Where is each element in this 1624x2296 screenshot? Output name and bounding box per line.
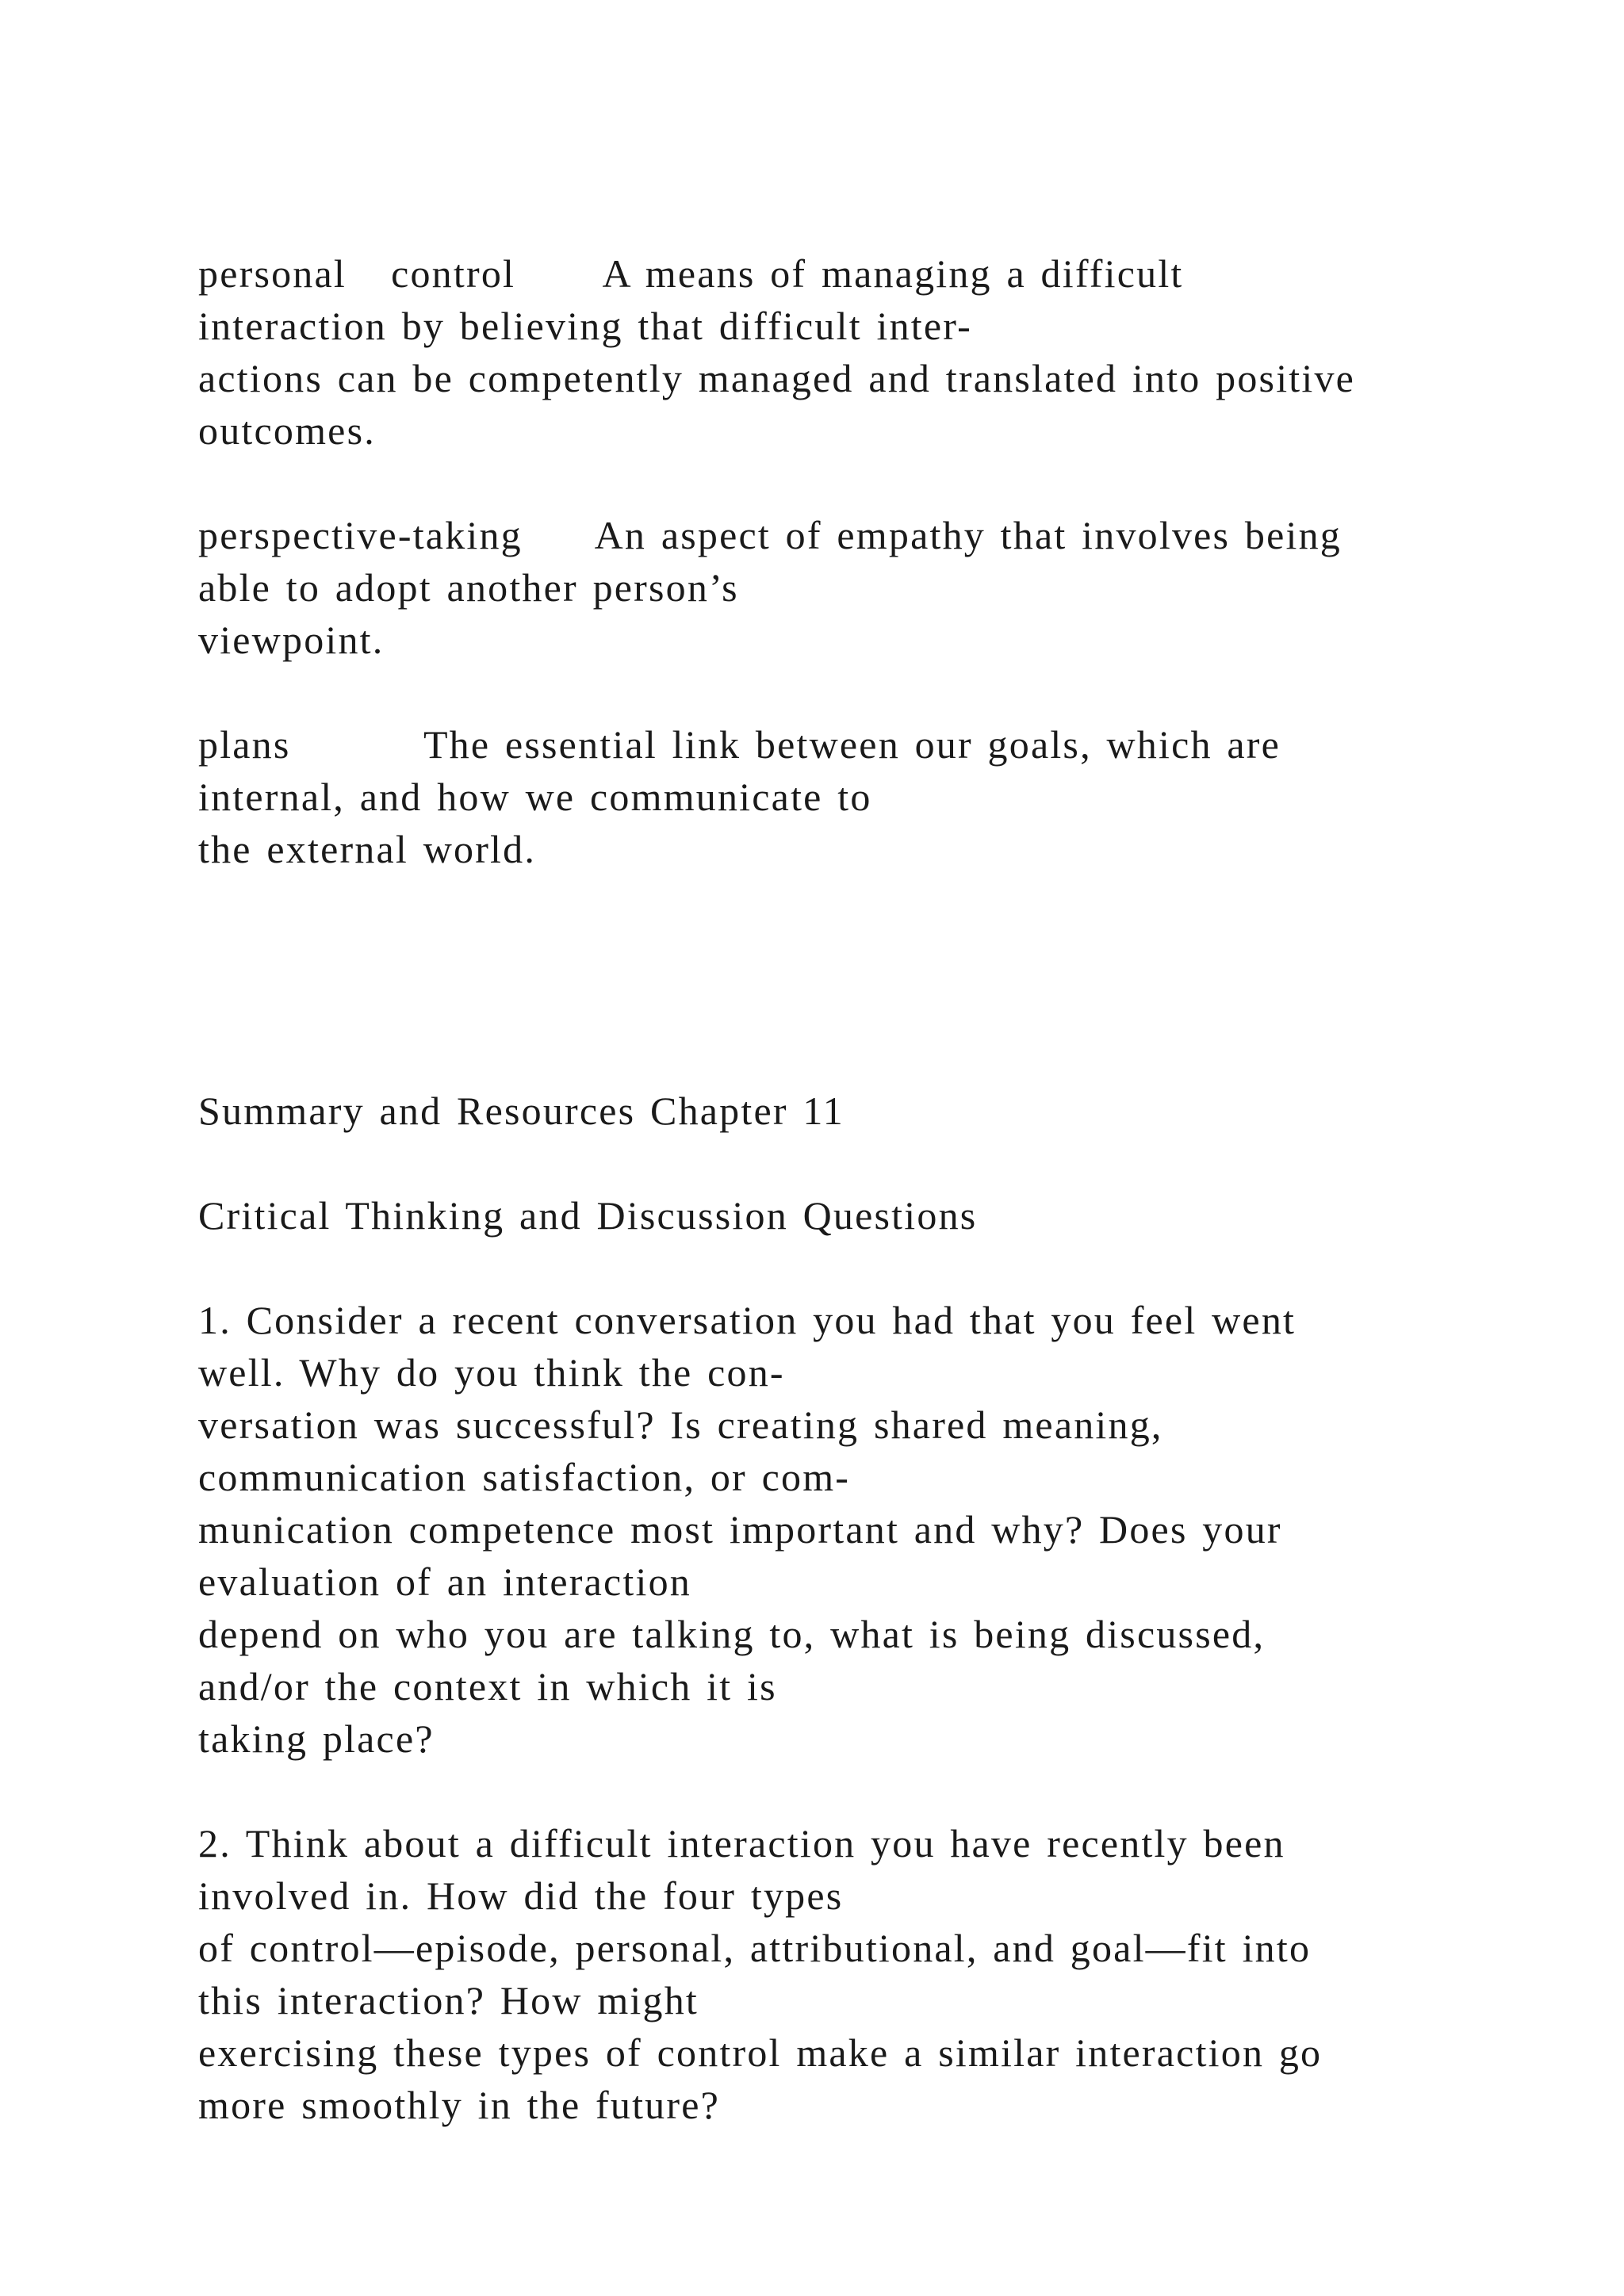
text-line: 2. Think about a difficult interaction you have recently been <box>198 1821 1285 1866</box>
document-body <box>198 247 1530 2131</box>
text-line: this interaction? How might <box>198 1978 699 2022</box>
text-line: plans The essential link between our goals, which are <box>198 722 1281 767</box>
section-heading: Summary and Resources Chapter 11 <box>198 1089 845 1133</box>
text-line: internal, and how we communicate to <box>198 775 872 819</box>
subheading: Critical Thinking and Discussion Questions <box>198 1193 978 1238</box>
discussion-question-1 <box>198 1294 1530 1765</box>
spacer <box>198 1242 1530 1294</box>
text-line: perspective-taking An aspect of empathy that involves being <box>198 513 1342 557</box>
text-line: evaluation of an interaction <box>198 1559 691 1604</box>
discussion-question-2 <box>198 1817 1530 2131</box>
text-line: communication satisfaction, or com- <box>198 1455 851 1499</box>
text-line: munication competence most important and why? Does your <box>198 1507 1282 1552</box>
text-line: personal control A means of managing a difficult <box>198 251 1184 296</box>
text-line: depend on who you are talking to, what is being discussed, <box>198 1612 1266 1656</box>
spacer <box>198 1137 1530 1189</box>
spacer <box>198 457 1530 509</box>
glossary-entry-personal-control <box>198 247 1530 457</box>
spacer <box>198 875 1530 1085</box>
text-line: actions can be competently managed and translated into positive <box>198 356 1356 400</box>
text-line: able to adopt another person’s <box>198 565 739 610</box>
text-line: of control—episode, personal, attributional, and goal—fit into <box>198 1926 1312 1970</box>
text-line: exercising these types of control make a similar interaction go <box>198 2030 1323 2075</box>
text-line: outcomes. <box>198 408 376 453</box>
text-line: taking place? <box>198 1716 435 1761</box>
text-line: and/or the context in which it is <box>198 1664 777 1709</box>
spacer <box>198 666 1530 718</box>
spacer <box>198 1765 1530 1817</box>
text-line: well. Why do you think the con- <box>198 1350 785 1395</box>
text-line: the external world. <box>198 827 537 871</box>
glossary-entry-perspective-taking <box>198 509 1530 666</box>
text-line: more smoothly in the future? <box>198 2083 721 2127</box>
text-line: versation was successful? Is creating shared meaning, <box>198 1402 1163 1447</box>
text-line: interaction by believing that difficult inter- <box>198 304 972 348</box>
text-line: 1. Consider a recent conversation you had that you feel went <box>198 1298 1297 1342</box>
text-line: involved in. How did the four types <box>198 1873 844 1918</box>
text-line: viewpoint. <box>198 618 385 662</box>
glossary-entry-plans <box>198 718 1530 875</box>
